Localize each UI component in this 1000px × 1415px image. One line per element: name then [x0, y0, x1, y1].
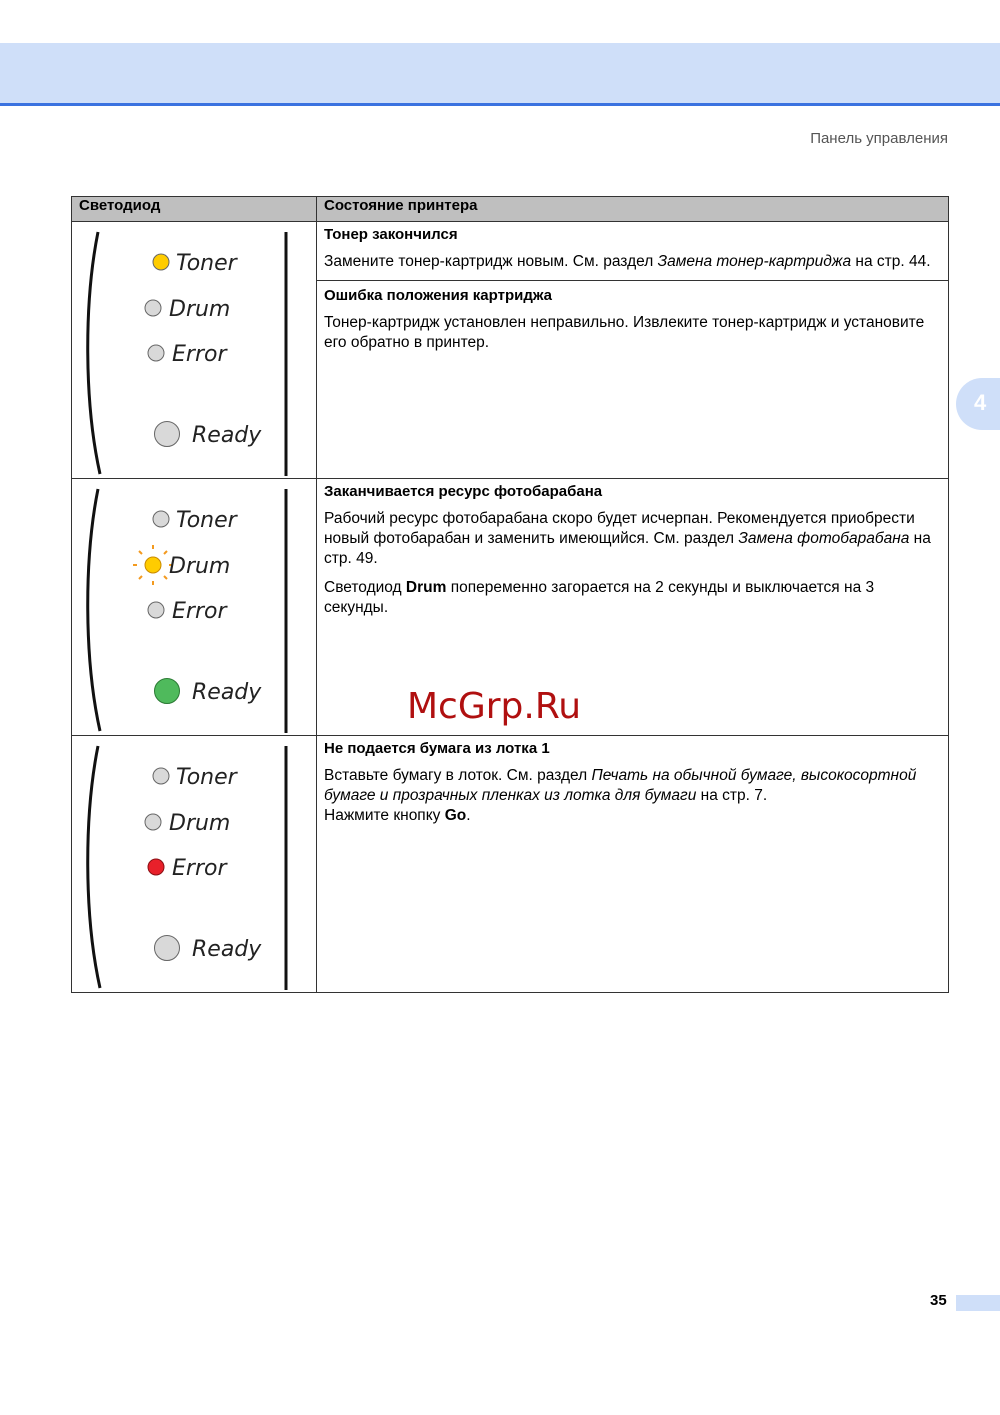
toner-led-icon [153, 254, 169, 270]
state-title: Не подается бумага из лотка 1 [324, 740, 550, 757]
drum-led-label: Drum [169, 811, 231, 836]
toner-led-icon [153, 511, 169, 527]
state-block [317, 280, 948, 353]
drum-led-label: Drum [169, 554, 231, 579]
error-led-icon [148, 345, 164, 361]
state-block [317, 226, 948, 272]
led-panel-cell [72, 736, 317, 993]
error-led-label: Error [172, 599, 227, 624]
ready-led-label: Ready [192, 423, 262, 448]
ready-led-icon [155, 936, 180, 961]
chapter-tab [956, 378, 1000, 430]
error-led-label: Error [172, 856, 227, 881]
column-header-state: Состояние принтера [317, 197, 949, 222]
toner-led-label: Toner [176, 251, 237, 276]
led-panel-cell [72, 222, 317, 479]
state-description: Замените тонер-картридж новым. См. раздел Замена тонер-картриджа на стр. 44. [324, 253, 931, 270]
state-title: Ошибка положения картриджа [324, 287, 553, 304]
state-block [317, 740, 948, 826]
panel-left-bracket [88, 489, 100, 731]
chapter-number: 4 [974, 390, 987, 415]
state-block [317, 483, 948, 618]
drum-led-icon [145, 814, 161, 830]
led-panel-illustration [72, 222, 317, 478]
watermark: McGrp.Ru [407, 686, 582, 727]
state-title: Тонер закончился [324, 226, 458, 243]
cross-reference: Замена тонер-картриджа [657, 253, 852, 270]
error-led-icon [148, 859, 164, 875]
ready-led-icon [155, 422, 180, 447]
led-panel-cell [72, 479, 317, 736]
ready-led-label: Ready [192, 937, 262, 962]
header-band [0, 43, 1000, 106]
state-cell [317, 222, 949, 479]
table-row [72, 736, 949, 993]
page-number: 35 [930, 1292, 947, 1309]
drum-led-label: Drum [169, 297, 231, 322]
panel-left-bracket [88, 232, 100, 474]
error-led-icon [148, 602, 164, 618]
error-led-label: Error [172, 342, 227, 367]
led-status-table [71, 196, 949, 993]
state-title: Заканчивается ресурс фотобарабана [324, 483, 603, 500]
drum-led-icon [145, 300, 161, 316]
column-header-led: Светодиод [72, 197, 317, 222]
cross-reference: Печать на обычной бумаге, высокосортной бумаге и прозрачных пленках из лотка для бумаги [324, 767, 917, 804]
state-note: Светодиод Drum попеременно загорается на 2 секунды и выключается на 3 секунды. [324, 579, 875, 616]
panel-left-bracket [88, 746, 100, 988]
table-row [72, 222, 949, 479]
led-panel-illustration [72, 736, 317, 992]
ready-led-icon [155, 679, 180, 704]
toner-led-icon [153, 768, 169, 784]
footer-bar [956, 1295, 1000, 1311]
led-panel-illustration [72, 479, 317, 735]
toner-led-label: Toner [176, 765, 237, 790]
ready-led-label: Ready [192, 680, 262, 705]
table-header-row [72, 197, 949, 222]
drum-led-icon [145, 557, 161, 573]
state-description: Вставьте бумагу в лоток. См. раздел Печать на обычной бумаге, высокосортной бумаге и прозрачных пленках из лотка для бумаги на стр. 7. Нажмите кнопку Go. [324, 767, 917, 824]
cross-reference: Замена фотобарабана [738, 530, 910, 547]
state-cell [317, 736, 949, 993]
state-description: Рабочий ресурс фотобарабана скоро будет исчерпан. Рекомендуется приобрести новый фотобарабан и заменить имеющийся. См. раздел Замена фотобарабана на стр. 49. [324, 510, 931, 567]
state-description: Тонер-картридж установлен неправильно. Извлеките тонер-картридж и установите его обратно в принтер. [324, 314, 925, 351]
toner-led-label: Toner [176, 508, 237, 533]
running-head: Панель управления [810, 130, 948, 147]
